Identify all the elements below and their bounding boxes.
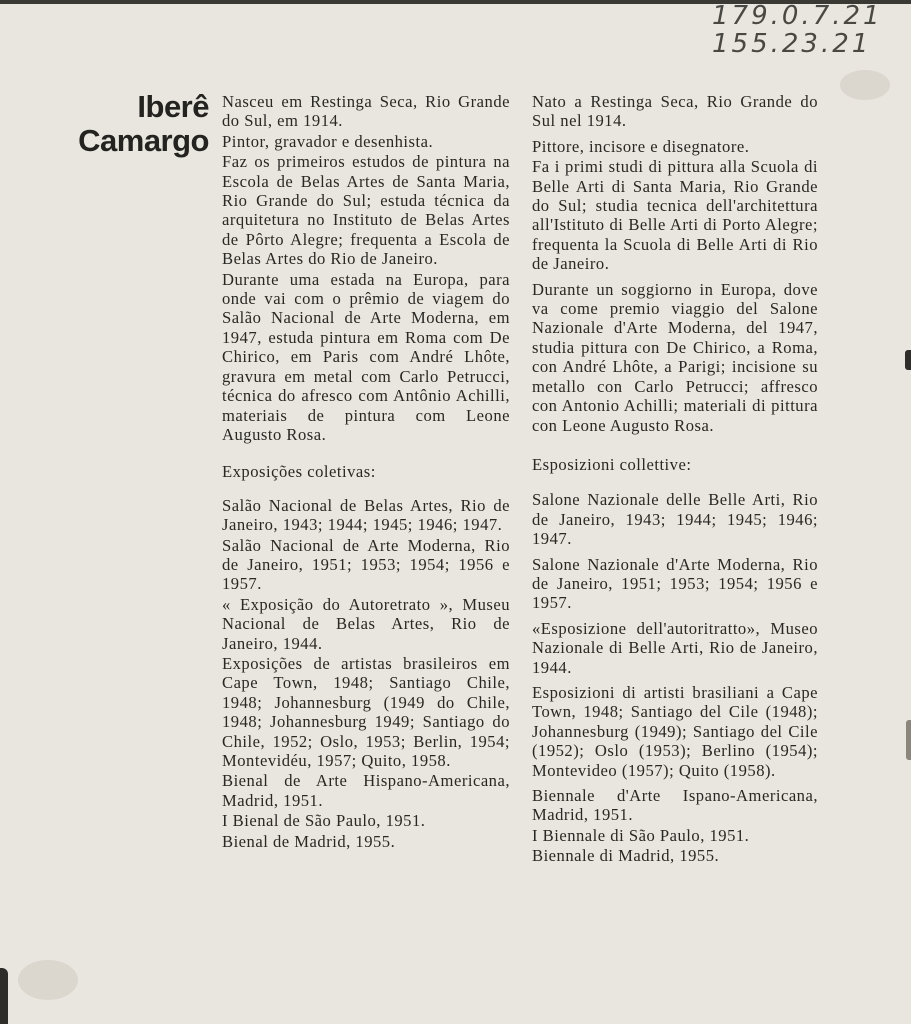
paper-stain — [18, 960, 78, 1000]
catalog-number-annotation — [712, 2, 902, 58]
paper-stain — [840, 70, 890, 100]
exhibition-item: «Esposizione dell'autoritratto», Museo Nazionale di Belle Arti, Rio de Janeiro, 1944. — [532, 618, 818, 677]
exhibition-item: Salone Nazionale d'Arte Moderna, Rio de Janeiro, 1951; 1953; 1954; 1956 e 1957. — [532, 554, 818, 613]
exhibition-item: Salone Nazionale delle Belle Arti, Rio de Janeiro, 1943; 1944; 1945; 1946; 1947. — [532, 490, 818, 549]
edge-mark-right — [906, 720, 911, 760]
exhibition-item: I Bienal de São Paulo, 1951. — [222, 811, 426, 831]
italian-column — [532, 92, 818, 867]
exhibition-item: Bienal de Madrid, 1955. — [222, 831, 396, 851]
catalog-number-2: 155.23.21 — [712, 29, 872, 59]
bio-paragraph: Durante un soggiorno in Europa, dove va come premio viaggio del Salone Nazionale d'Arte Moderna, del 1947, studia pittura con De Chirico, a Roma, con André Lhôte, a Parigi; incisione su metallo con Carlo Petrucci; affresco con Antonio Achilli; materiali di pittura con Leone Augusto Rosa. — [532, 279, 818, 435]
exhibition-item: Bienal de Arte Hispano-Americana, Madrid, 1951. — [222, 771, 510, 810]
artist-last-name: Camargo — [78, 123, 209, 158]
exhibition-item: Esposizioni di artisti brasiliani a Cape Town, 1948; Santiago del Cile (1948); Johannesburg (1949); Santiago del Cile (1952); Oslo (1953); Berlino (1954); Montevideo (1957); Quito (1958). — [532, 682, 818, 780]
exhibition-item: Exposições de artistas brasileiros em Cape Town, 1948; Santiago Chile, 1948; Johannesburg (1949 do Chile, 1948; Johannesburg 1949; Santiago do Chile, 1952; Oslo, 1953; Berlin, 1954; Montevidéu, 1957; Quito, 1958. — [222, 653, 510, 770]
bio-paragraph: Fa i primi studi di pittura alla Scuola di Belle Arti di Santa Maria, Rio Grande do Sul; studia tecnica dell'architettura all'Istituto di Belle Arti di Porto Alegre; frequenta la Scuola di Belle Arti di Rio de Janeiro. — [532, 157, 818, 274]
portuguese-column — [222, 92, 510, 852]
torn-corner-mark — [0, 968, 8, 1024]
exhibition-item: Salão Nacional de Belas Artes, Rio de Janeiro, 1943; 1944; 1945; 1946; 1947. — [222, 495, 510, 535]
bio-paragraph: Nato a Restinga Seca, Rio Grande do Sul nel 1914. — [532, 92, 818, 131]
bio-paragraph: Pittore, incisore e disegnatore. — [532, 136, 750, 156]
artist-first-name: Iberê — [137, 89, 209, 124]
exhibitions-heading: Exposições coletivas: — [222, 462, 376, 482]
exhibition-item: I Biennale di São Paulo, 1951. — [532, 825, 750, 845]
catalog-number-1: 179.0.7.21 — [712, 1, 883, 31]
artist-name-heading — [78, 90, 209, 158]
edge-mark-right — [905, 350, 911, 370]
bio-paragraph: Faz os primeiros estudos de pintura na Escola de Belas Artes de Santa Maria, Rio Grande do Sul; estuda técnica da arquitetura no Instituto de Belas Artes de Pôrto Alegre; frequenta a Escola de Belas Artes do Rio de Janeiro. — [222, 152, 510, 269]
exhibitions-heading: Esposizioni collettive: — [532, 454, 692, 474]
exhibition-item: Salão Nacional de Arte Moderna, Rio de Janeiro, 1951; 1953; 1954; 1956 e 1957. — [222, 535, 510, 594]
bio-paragraph: Nasceu em Restinga Seca, Rio Grande do Sul, em 1914. — [222, 92, 510, 131]
exhibition-item: Biennale di Madrid, 1955. — [532, 846, 720, 866]
bio-paragraph: Pintor, gravador e desenhista. — [222, 131, 434, 151]
exhibition-item: « Exposição do Autoretrato », Museu Nacional de Belas Artes, Rio de Janeiro, 1944. — [222, 594, 510, 653]
bio-paragraph: Durante uma estada na Europa, para onde vai com o prêmio de viagem do Salão Nacional de Arte Moderna, em 1947, estuda pintura em Roma com De Chirico, em Paris com André Lhôte, gravura em metal com Carlo Petrucci, técnica do afresco com Antônio Achilli, materiais de pintura com Leone Augusto Rosa. — [222, 269, 510, 444]
exhibition-item: Biennale d'Arte Ispano-Americana, Madrid, 1951. — [532, 786, 818, 825]
